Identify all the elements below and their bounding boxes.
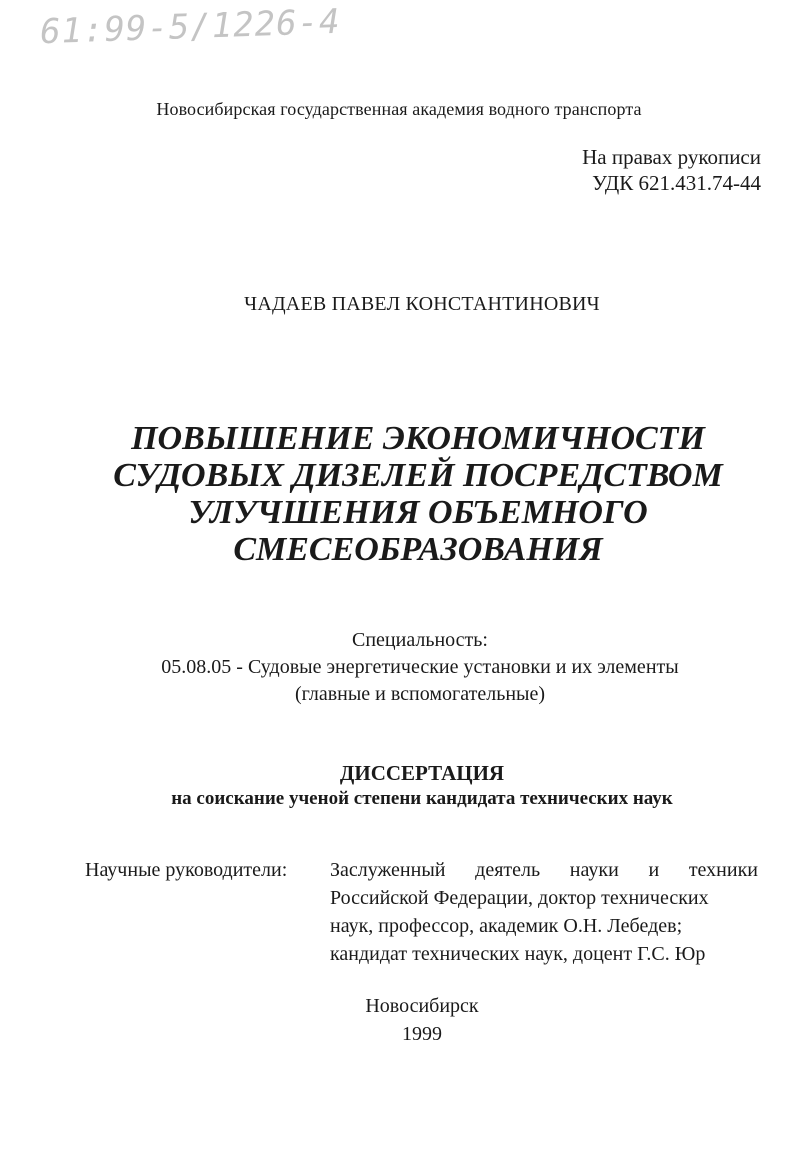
dissertation-degree: на соискание ученой степени кандидата технических наук xyxy=(171,788,673,809)
specialty-label: Специальность: xyxy=(352,629,488,651)
supervisor-line: Российской Федерации, доктор технических xyxy=(330,887,709,909)
title-line: СМЕСЕОБРАЗОВАНИЯ xyxy=(233,531,603,568)
author-name: ЧАДАЕВ ПАВЕЛ КОНСТАНТИНОВИЧ xyxy=(244,293,600,315)
title-line: ПОВЫШЕНИЕ ЭКОНОМИЧНОСТИ xyxy=(131,420,705,457)
specialty-detail: (главные и вспомогательные) xyxy=(294,683,545,705)
dissertation-type: ДИССЕРТАЦИЯ xyxy=(339,761,505,785)
archive-handwritten-mark: 61:99-5/1226-4 xyxy=(39,1,342,53)
supervisor-line: наук, профессор, академик О.Н. Лебедев; xyxy=(330,915,683,937)
city: Новосибирск xyxy=(365,995,479,1017)
supervisors-list xyxy=(330,856,758,968)
manuscript-block xyxy=(480,144,761,196)
institution-name: Новосибирская государственная академия водного транспорта xyxy=(156,99,642,119)
udc-code: УДК 621.431.74-44 xyxy=(592,171,761,195)
supervisors-label: Научные руководители: xyxy=(85,859,288,881)
dissertation-title xyxy=(100,420,736,568)
year: 1999 xyxy=(402,1023,442,1045)
title-line: УЛУЧШЕНИЯ ОБЪЕМНОГО xyxy=(188,494,648,531)
supervisor-line: Заслуженный деятель науки и техники xyxy=(330,859,758,881)
manuscript-note: На правах рукописи xyxy=(582,145,761,169)
specialty-block xyxy=(60,627,780,708)
supervisor-line: кандидат технических наук, доцент Г.С. Юр xyxy=(330,943,706,965)
city-year-block xyxy=(0,992,798,1048)
title-line: СУДОВЫХ ДИЗЕЛЕЙ ПОСРЕДСТВОМ xyxy=(113,457,723,494)
specialty-code: 05.08.05 - Судовые энергетические установки и их элементы xyxy=(161,656,679,678)
